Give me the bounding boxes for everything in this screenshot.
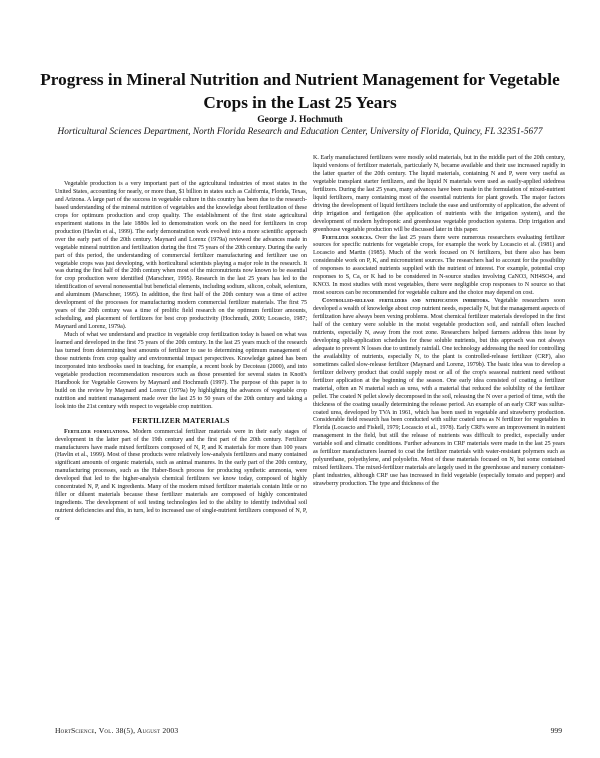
- paragraph-text: Over the last 25 years there were numerous researchers evaluating fertilizer sources for specific nutrients for vegetable crops, for example the work by Locascio et al. (1981) and Locascio and Martin (1985). Much of the work focused on N fertilizers, but there also has been considerable work on P, K, and micronutrient sources. The researchers had to account for the possibility of responses to associated nutrients supplied with the nutrient of interest. For example, potential crop responses to S, Ca, or K had to be considered in N-source studies involving CaNO3, NH4SO4, and KNO3. In most studies with most vegetables, there were negligible crop responses to N source so that most sources can be recommended for vegetable culture and the choice may depend on cost.: [313, 234, 565, 297]
- article-author: George J. Hochmuth: [257, 114, 343, 125]
- runin-heading: Fertilizer sources.: [322, 234, 373, 241]
- runin-heading: Fertilizer formulations.: [64, 428, 130, 435]
- section-heading: FERTILIZER MATERIALS: [132, 415, 230, 425]
- paragraph-text: Modern commercial fertilizer materials were in their early stages of development in the latter part of the 19th century and the first part of the 20th century. Fertilizer manufacturers have made mixed fertilizers composed of N, P, and K materials for more than 100 years (Havlin et al., 1999). Most of these products were relatively low-analysis fertilizers and many contained significant amounts of organic materials, such as animal manures. In the early part of the 20th century, manufacturing processes, such as the Haber-Bosch process for producing synthetic ammonia, were developed that led to the higher-analysis chemical fertilizers we know today, composed of highly concentrated N, P, and K ingredients. Many of the modern mixed fertilizer materials contain little or no filler or diluent materials because these fertilizer materials are composed of highly concentrated ingredients. The development of soil testing technologies led to the ability to identify individual soil nutrient deficiencies and this, in turn, led to increased use of single-nutrient fertilizers composed of N, P, or: [55, 428, 308, 523]
- article-title: Progress in Mineral Nutrition and Nutrient Management for Vegetable Crops in the Last 25 Years: [40, 70, 560, 112]
- left-column: [55, 181, 307, 524]
- right-column: [313, 155, 565, 489]
- body-paragraph: K. Early manufactured fertilizers were mostly solid materials, but in the middle part of the 20th century, liquid versions of fertilizer materials, particularly N, became available and their use increased rapidly in the latter quarter of the 20th century. The liquid materials, containing N and P, were very useful as vegetable transplant starter fertilizers, and the liquid N materials were used as easily-applied sidedress fertilizers. During the last 25 years, many advances have been made in the formulation of mixed-nutrient liquid fertilizers, many containing most of the essential nutrients for plant growth. The major factors driving the development of liquid fertilizers include the ease and uniformity of application, the advent of drip irrigation and fertigation (the application of nutrients with the irrigation system), and the development of modern hydroponic and greenhouse vegetable production systems. Drip irrigation and greenhouse vegetable production will be discussed later in this paper.: [313, 155, 565, 233]
- runin-heading: Controlled-release fertilizers and nitrification inhibitors.: [322, 298, 490, 305]
- page-number: 999: [550, 726, 562, 735]
- body-paragraph: [55, 429, 307, 524]
- paragraph-text: Vegetable researchers soon developed a wealth of knowledge about crop nutrient needs, especially N, but the management aspects of fertilization have always been vexing problems. Most chemical fertilizer materials developed in the first half of the century were soluble in the moist vegetable production soil, and rainfall often leached nutrients, especially N, away from the root zone. Researchers helped farmers address this issue by developing split-application schedules for these soluble nutrients, but this approach was not always adequate to prevent N losses due to untimely rainfall. One technology addressing the need for controlling the availability of nutrients, especially N, to the plant is controlled-release fertilizer (CRF), also sometimes called slow-release fertilizer (Maynard and Lorenz, 1979b). The basic idea was to develop a fertilizer delivery product that could supply most or all of the crop's seasonal nutrient need without fertilizer application at the beginning of the season. One early idea consisted of coating a fertilizer material, often an N material such as urea, with a material that reduced the solubility of the fertilizer pellet. The coated N pellet slowly decomposed in the soil, releasing the N over a period of time, with the thickness of the coating usually determining the release period. An example of an early CRF was sulfur-coated urea, developed by TVA in 1961, which has been used in vegetable and strawberry production. Considerable field research has been conducted with sulfur coated urea as N fertilizer for vegetables in Florida (Locascio and Fiskell, 1979; Locascio et al., 1978). Early CRFs were an improvement in nutrient management in the field, but still the release of nutrients was difficult to predict, especially under variable soil and climatic conditions. Further advances in CRF materials were made in the last 25 years as fertilizer manufacturers learned to coat the fertilizer materials with water-resistant polymers such as polyurethane, polyethylene, and polyolefin. Most of these materials focused on N, but some contained mixed fertilizers. The mixed-fertilizer materials are largely used in the greenhouse and nursery container-plant industries, although CRF use has increased in field vegetable (especially tomato and pepper) and strawberry production. The type and thickness of the: [313, 298, 565, 488]
- body-paragraph: [313, 235, 565, 299]
- journal-citation: HortScience, Vol. 38(5), August 2003: [55, 726, 179, 735]
- body-paragraph: Vegetable production is a very important part of the agricultural industries of most states in the United States, accounting for nearly, or more than, $1 billion in states such as California, Florida, Texas, and Arizona. A large part of the success in vegetable culture in this country has been due to the research-based understanding of the mineral nutrition of vegetables and the knowledge about fertilization of these crops for optimum production and crop quality. The establishment of the first state agricultural experiment stations in the late 1880s led to demonstration work on the need for fertilizers in crop production (Havlin et al., 1999). The early demonstration work evolved into a more scientific approach over the early part of the 20th century. Maynard and Lorenz (1979a) reviewed the advances made in vegetable mineral nutrition and fertilization during the first 75 years of the 20th century. During the early part of this period, the understanding of commercial fertilizer manufacturing and fertilizer use on vegetable crops was just developing, with horticultural scientists playing a major role in the research. It was during the first half of the 20th century when most of the micronutrients now known to be essential for crop production were identified (Marschner, 1995). Research in the last 25 years has led to the identification of several nonessential but beneficial elements, including sodium, silicon, cobalt, selenium, and aluminum (Marschner, 1995). In addition, the first half of the 20th century was a time of active development of the processes for manufacturing modern commercial fertilizer materials. The first 75 years of the 20th century was a time of prolific field research on the optimum fertilizer amounts, scheduling, and placement of fertilizers for best crop productivity (Hochmuth, 2000; Locascio, 1987; Maynard and Lorenz, 1979a).: [55, 181, 307, 331]
- author-affiliation: Horticultural Sciences Department, North Florida Research and Education Center, University of Florida, Quincy, FL 32351-5677: [57, 127, 543, 137]
- body-paragraph: Much of what we understand and practice in vegetable crop fertilization today is based on what was learned and developed in the first 75 years of the 20th century. In the last 25 years much of the research has turned from determining best amounts of fertilizer to use to determining optimum management of those nutrients from crop quality and environmental impact perspectives. Knowledge gained has been incorporated into textbooks used in teaching, for example, a recent book by Decoteau (2000), and into vegetable production recommendation resources such as those presented for several states in Knott's Handbook for Vegetable Growers by Maynard and Hochmuth (1997). The purpose of this paper is to build on the review by Maynard and Lorenz (1979a) by highlighting the advances of vegetable crop nutrition and nutrient management made over the last 25 to 50 years of the 20th century and taking a look into the 21st century with respect to vegetable crop nutrition.: [55, 332, 307, 410]
- body-paragraph: [313, 298, 565, 489]
